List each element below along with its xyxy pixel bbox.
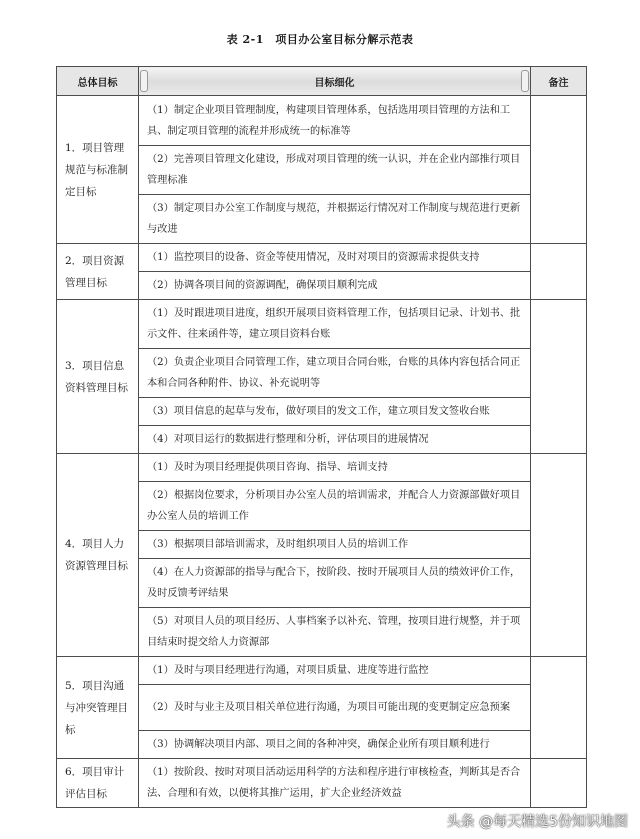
overall-goal-cell: 5．项目沟通与冲突管理目标 bbox=[57, 657, 139, 759]
goal-detail-cell: （2）及时与业主及项目相关单位进行沟通，为项目可能出现的变更制定应急预案 bbox=[139, 685, 531, 731]
header-row bbox=[57, 67, 587, 96]
overall-goal-cell: 6．项目审计评估目标 bbox=[57, 759, 139, 808]
goal-detail-cell: （1）及时跟进项目进度，组织开展项目资料管理工作，包括项目记录、计划书、批示文件、往来函件等，建立项目资料台账 bbox=[139, 300, 531, 349]
table-row bbox=[57, 244, 587, 272]
goal-detail-cell: （2）根据岗位要求，分析项目办公室人员的培训需求，并配合人力资源部做好项目办公室人员的培训工作 bbox=[139, 482, 531, 531]
table-row bbox=[57, 300, 587, 349]
header-detail: 目标细化 bbox=[139, 67, 531, 96]
table-row bbox=[57, 96, 587, 146]
goal-detail-cell: （2）负责企业项目合同管理工作，建立项目合同台账，台账的具体内容包括合同正本和合同各种附件、协议、补充说明等 bbox=[139, 349, 531, 398]
note-cell bbox=[531, 759, 587, 808]
table-row bbox=[57, 454, 587, 482]
header-goal: 总体目标 bbox=[57, 67, 139, 96]
goal-detail-cell: （1）制定企业项目管理制度，构建项目管理体系，包括选用项目管理的方法和工具、制定项目管理的流程并形成统一的标准等 bbox=[139, 96, 531, 146]
overall-goal-cell: 4．项目人力资源管理目标 bbox=[57, 454, 139, 657]
note-cell bbox=[531, 244, 587, 300]
goal-detail-cell: （1）及时与项目经理进行沟通，对项目质量、进度等进行监控 bbox=[139, 657, 531, 685]
goal-detail-cell: （1）按阶段、按时对项目活动运用科学的方法和程序进行审核检查，判断其是否合法、合理和有效，以便将其推广运用，扩大企业经济效益 bbox=[139, 759, 531, 808]
goal-detail-cell: （3）根据项目部培训需求，及时组织项目人员的培训工作 bbox=[139, 531, 531, 559]
table-caption: 表 2-1 项目办公室目标分解示范表 bbox=[226, 33, 414, 46]
goal-detail-cell: （1）监控项目的设备、资金等使用情况，及时对项目的资源需求提供支持 bbox=[139, 244, 531, 272]
table-row bbox=[57, 759, 587, 808]
note-cell bbox=[531, 657, 587, 759]
table-body bbox=[57, 96, 587, 808]
goal-detail-cell: （1）及时为项目经理提供项目咨询、指导、培训支持 bbox=[139, 454, 531, 482]
table-row bbox=[57, 657, 587, 685]
goal-detail-cell: （5）对项目人员的项目经历、人事档案予以补充、管理，按项目进行规整，并于项目结束时提交给人力资源部 bbox=[139, 608, 531, 657]
overall-goal-cell: 1．项目管理规范与标准制定目标 bbox=[57, 96, 139, 244]
goal-detail-cell: （4）对项目运行的数据进行整理和分析，评估项目的进展情况 bbox=[139, 426, 531, 454]
goal-breakdown-table bbox=[56, 66, 587, 808]
note-cell bbox=[531, 454, 587, 657]
goal-detail-cell: （3）制定项目办公室工作制度与规范，并根据运行情况对工作制度与规范进行更新与改进 bbox=[139, 195, 531, 244]
goal-detail-cell: （2）完善项目管理文化建设，形成对项目管理的统一认识，并在企业内部推行项目管理标准 bbox=[139, 146, 531, 195]
goal-detail-cell: （2）协调各项目间的资源调配，确保项目顺利完成 bbox=[139, 272, 531, 300]
overall-goal-cell: 3．项目信息资料管理目标 bbox=[57, 300, 139, 454]
goal-detail-cell: （4）在人力资源部的指导与配合下，按阶段、按时开展项目人员的绩效评价工作，及时反馈考评结果 bbox=[139, 559, 531, 608]
goal-detail-cell: （3）协调解决项目内部、项目之间的各种冲突，确保企业所有项目顺利进行 bbox=[139, 731, 531, 759]
note-cell bbox=[531, 300, 587, 454]
header-note: 备注 bbox=[531, 67, 587, 96]
overall-goal-cell: 2．项目资源管理目标 bbox=[57, 244, 139, 300]
note-cell bbox=[531, 96, 587, 244]
watermark: 头条 @每天精选5份知识地图 bbox=[446, 814, 628, 830]
goal-detail-cell: （3）项目信息的起草与发布，做好项目的发文工作，建立项目发文签收台账 bbox=[139, 398, 531, 426]
